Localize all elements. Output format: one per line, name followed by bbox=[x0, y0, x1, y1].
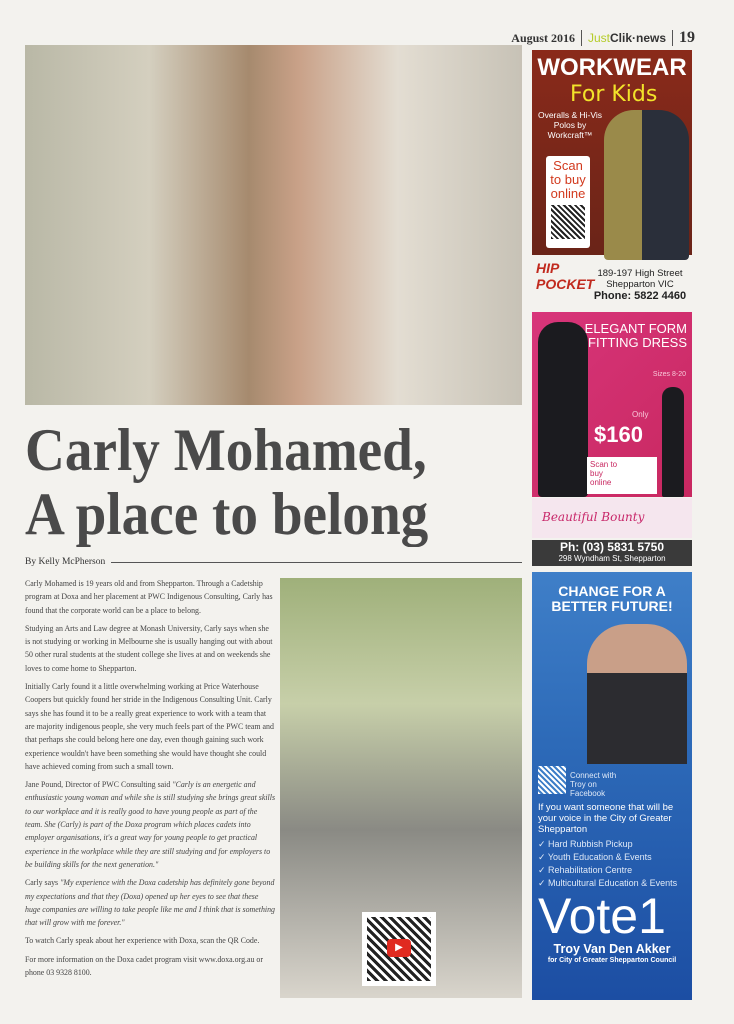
workwear-ad[interactable] bbox=[532, 50, 692, 306]
facebook-link[interactable] bbox=[538, 766, 686, 798]
policy-item: ✓ Rehabilitation Centre bbox=[538, 865, 633, 875]
portrait-photo bbox=[25, 45, 522, 405]
divider bbox=[672, 30, 673, 46]
vote-ad[interactable] bbox=[532, 572, 692, 1000]
policy-list bbox=[538, 838, 686, 890]
scan-label: Scan to buy online bbox=[590, 460, 618, 487]
qr-code bbox=[551, 205, 585, 239]
byline-text: By Kelly McPherson bbox=[25, 557, 106, 567]
paragraph: To watch Carly speak about her experience with Doxa, scan the QR Code. bbox=[25, 936, 260, 946]
price-label: Only bbox=[632, 410, 649, 419]
ad-title: CHANGE FOR A BETTER FUTURE! bbox=[551, 583, 673, 614]
divider bbox=[581, 30, 582, 46]
qr-code[interactable] bbox=[362, 912, 436, 986]
ad-title: WORKWEAR bbox=[537, 54, 687, 81]
paragraph: Studying an Arts and Law degree at Monash University, Carly says when she is not studying or working in Melbourne she is usually hanging out with about 50 other rural students at the student college she lives at and on weekends she loves to come home to Shepparton. bbox=[25, 623, 273, 673]
paragraph: Carly Mohamed is 19 years old and from Shepparton. Through a Cadetship program at Doxa and her placement at PWC Indigenous Consulting, Carly has found that the corporate world can be a place to belong. bbox=[25, 579, 273, 615]
kids-photo bbox=[604, 110, 689, 260]
ad-title: ELEGANT FORM FITTING DRESS bbox=[584, 321, 687, 350]
scan-to-buy[interactable] bbox=[587, 457, 657, 494]
scan-to-buy[interactable] bbox=[546, 156, 590, 248]
paragraph bbox=[25, 778, 275, 871]
headline bbox=[25, 418, 485, 546]
headline-line: Carly Mohamed, bbox=[25, 417, 427, 483]
divider bbox=[111, 562, 522, 563]
sizes: Sizes 8-20 bbox=[652, 371, 686, 378]
quote: "My experience with the Doxa cadetship has definitely gone beyond my expectations and that they (Doxa) opened up her eyes to see that these huge companies are willing to take people like me and I think that is something that will grow with me forever." bbox=[25, 878, 275, 928]
play-icon: ▶ bbox=[387, 939, 411, 957]
price: $160 bbox=[594, 422, 643, 447]
issue-date: August 2016 bbox=[511, 30, 575, 45]
article-body bbox=[25, 577, 275, 984]
publication-logo: JustClik·news bbox=[587, 31, 666, 45]
paragraph bbox=[25, 876, 275, 929]
address-line: Shepparton VIC bbox=[606, 279, 674, 290]
ad-content bbox=[532, 766, 692, 965]
phone: Ph: (03) 5831 5750 bbox=[559, 540, 665, 554]
headline-line: A place to belong bbox=[25, 481, 429, 547]
paragraph: Initially Carly found it a little overwhelming working at Price Waterhouse Coopers but quickly found her stride in the Indigenous Consulting Unit. Carly says she has found it to be a really great experience to work with a team that are majority indigenous people, she very much feels part of the PWC team and that perhaps she could belong here one day, even though gaining such work experience wouldn't have been something she would have thought she could have achieved coming from such a small town. bbox=[25, 682, 274, 771]
dress-ad[interactable] bbox=[532, 312, 692, 566]
policy-item: ✓ Hard Rubbish Pickup bbox=[538, 839, 633, 849]
ad-description: Overalls & Hi-Vis Polos by Workcraft™ bbox=[537, 110, 603, 140]
policy-item: ✓ Youth Education & Events bbox=[538, 852, 652, 862]
text: Jane Pound, Director of PWC Consulting said bbox=[25, 780, 173, 790]
model-photo bbox=[662, 387, 684, 497]
address: 298 Wyndham St, Shepparton bbox=[558, 554, 666, 563]
contact bbox=[532, 540, 692, 566]
candidate-photo bbox=[587, 624, 687, 764]
vote-heading: Vote1 bbox=[538, 888, 666, 944]
ad-subtitle: For Kids bbox=[570, 82, 658, 107]
facebook-label: Connect with Troy on Facebook bbox=[570, 771, 617, 798]
candidate-subtitle: for City of Greater Shepparton Council bbox=[547, 957, 677, 964]
address-line: 189-197 High Street bbox=[597, 268, 683, 279]
page-number: 19 bbox=[679, 29, 695, 46]
address bbox=[590, 268, 690, 303]
brand-logo: Beautiful Bounty bbox=[532, 498, 692, 538]
scan-label: Scan to buy online bbox=[550, 158, 586, 201]
quote: "Carly is an energetic and enthusiastic young woman and while she is still studying she brings great skills to our workplace and it is really good to have young people as part of the team. She (Carly) is part of the Doxa program which places cadets into employer organisations, it's a great way for young people to get practical experience in the workplace while they are still studying and for employers to be building skills for the next generation." bbox=[25, 780, 276, 869]
qr-code bbox=[538, 766, 566, 794]
ad-lead: If you want someone that will be your voice in the City of Greater Shepparton bbox=[538, 802, 674, 835]
candidate-name: Troy Van Den Akker bbox=[553, 942, 671, 956]
paragraph: For more information on the Doxa cadet program visit www.doxa.org.au or phone 03 9328 8100. bbox=[25, 954, 263, 978]
brand-logo: HIP POCKET bbox=[536, 260, 595, 292]
phone: Phone: 5822 4460 bbox=[593, 290, 687, 302]
text: Carly says bbox=[25, 878, 61, 888]
byline bbox=[25, 557, 522, 567]
policy-item: ✓ Multicultural Education & Events bbox=[538, 878, 678, 888]
